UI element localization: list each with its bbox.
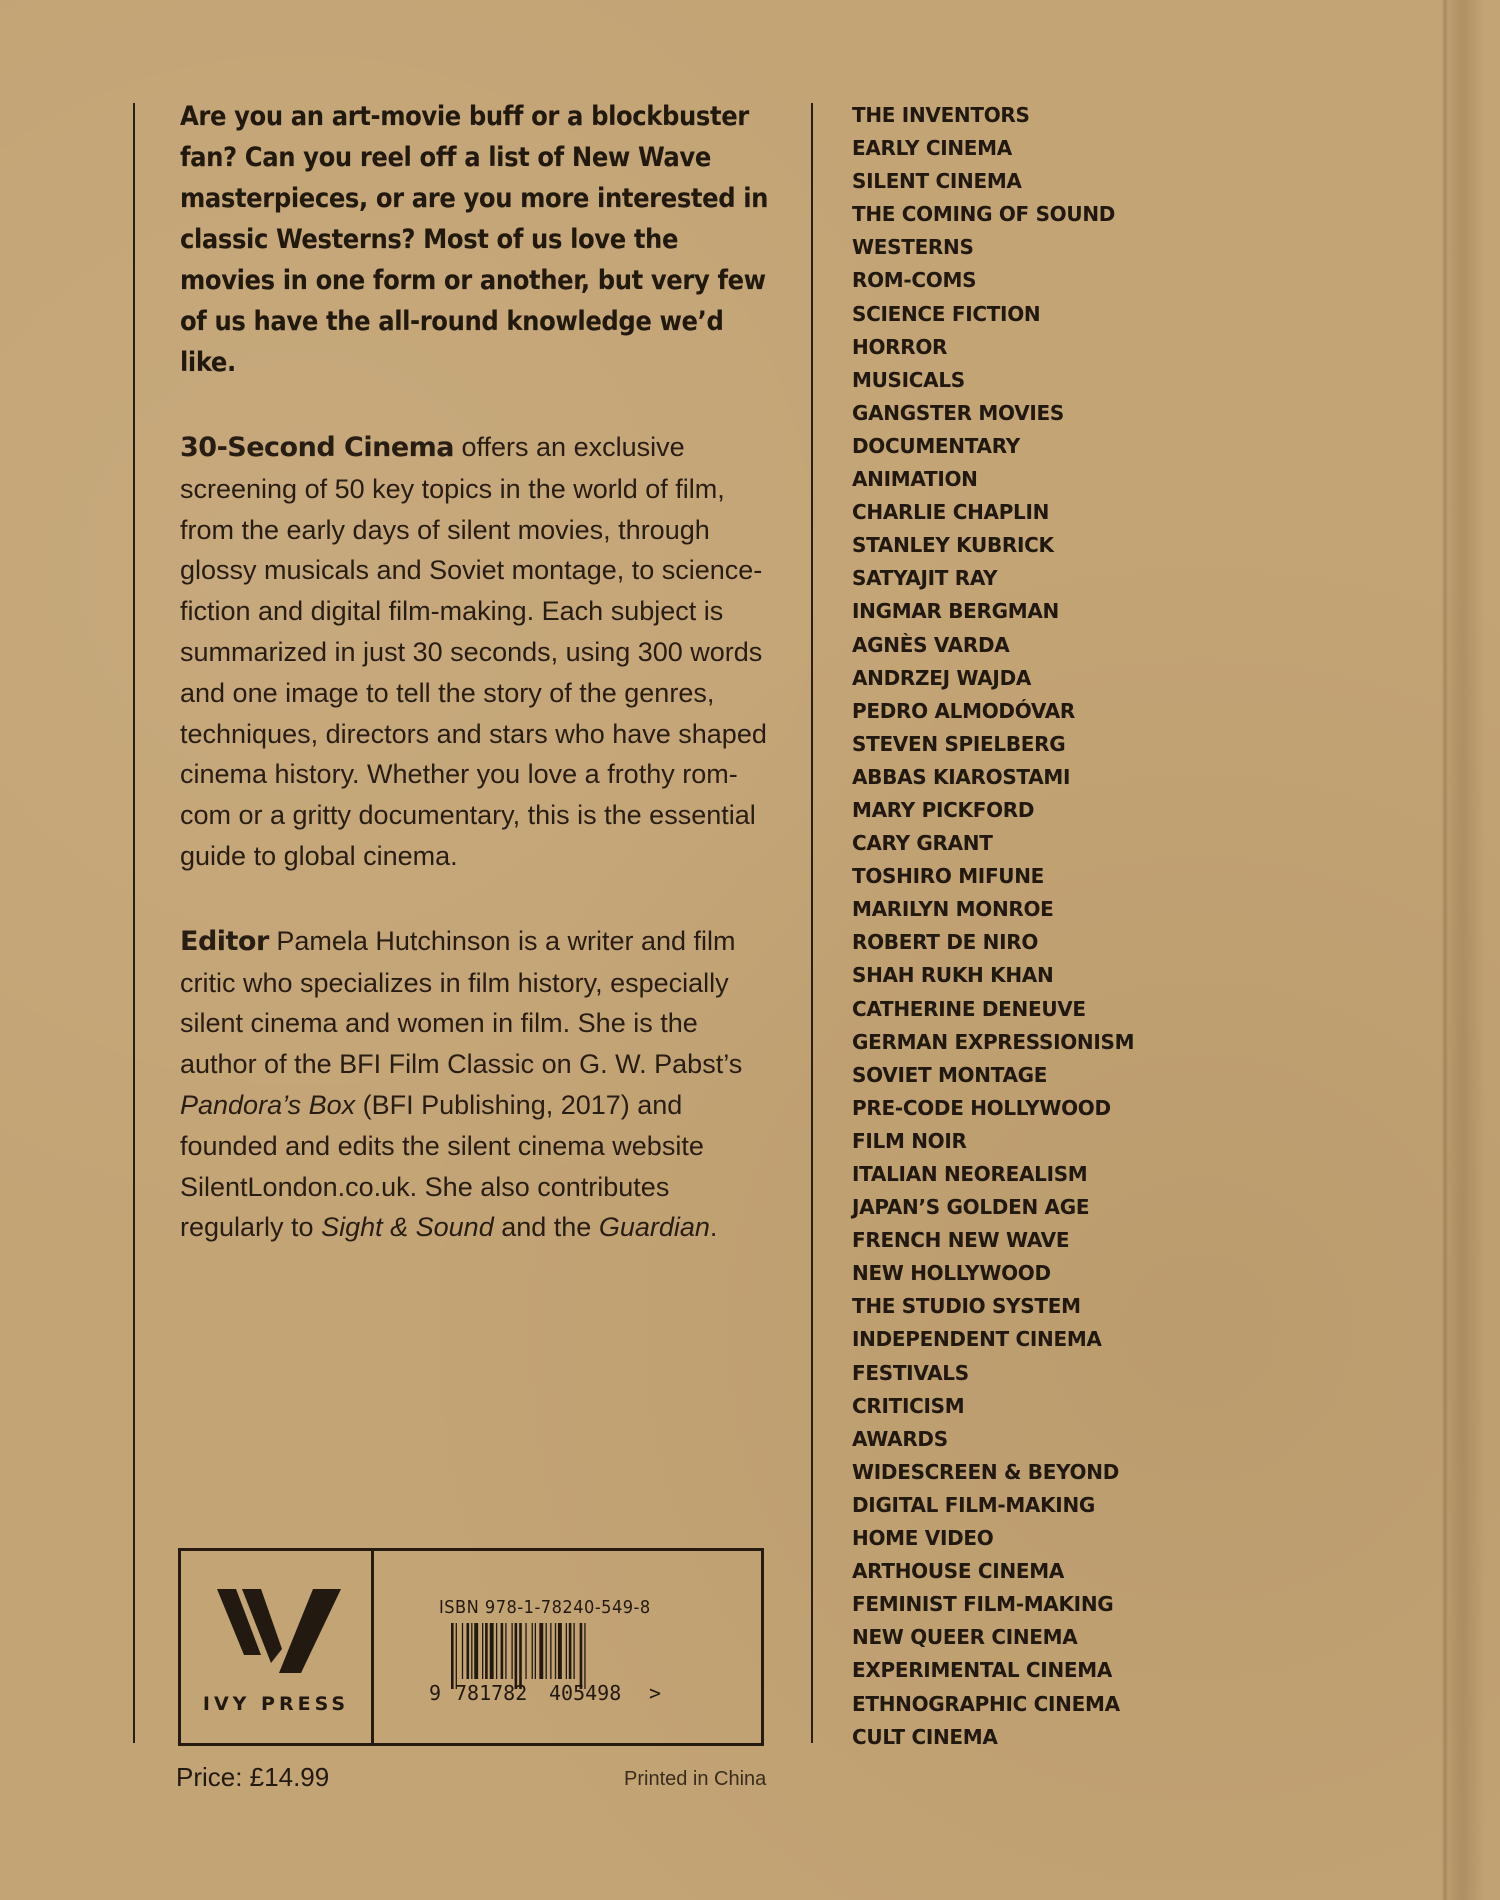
topic-item: NEW HOLLYWOOD bbox=[852, 1261, 1051, 1286]
topic-item: EARLY CINEMA bbox=[852, 136, 1012, 161]
topic-item: THE STUDIO SYSTEM bbox=[852, 1294, 1081, 1319]
topic-item: SCIENCE FICTION bbox=[852, 301, 1041, 326]
barcode-lead-digit: 9 bbox=[429, 1681, 442, 1703]
book-title: 30-Second Cinema bbox=[180, 432, 454, 463]
topic-item: CRITICISM bbox=[852, 1393, 965, 1418]
center-column-rule bbox=[811, 103, 813, 1743]
topic-item: INGMAR BERGMAN bbox=[852, 599, 1059, 624]
topic-item: FESTIVALS bbox=[852, 1360, 969, 1385]
topic-item: SOVIET MONTAGE bbox=[852, 1062, 1048, 1087]
topic-item: MARILYN MONROE bbox=[852, 897, 1054, 922]
cover-crease bbox=[1442, 0, 1448, 1900]
topic-item: THE COMING OF SOUND bbox=[852, 202, 1116, 227]
topic-item: JAPAN’S GOLDEN AGE bbox=[852, 1195, 1090, 1220]
topic-item: INDEPENDENT CINEMA bbox=[852, 1327, 1102, 1352]
editor-bio-part: . bbox=[709, 1212, 718, 1243]
topic-item: HOME VIDEO bbox=[852, 1526, 994, 1551]
topic-item: STANLEY KUBRICK bbox=[852, 533, 1054, 558]
topic-item: ANIMATION bbox=[852, 467, 978, 492]
topic-item: FRENCH NEW WAVE bbox=[852, 1228, 1070, 1253]
topic-item: CULT CINEMA bbox=[852, 1724, 998, 1749]
ivy-press-logo-icon bbox=[217, 1589, 341, 1673]
topic-item: NEW QUEER CINEMA bbox=[852, 1625, 1078, 1650]
barcode-bars bbox=[451, 1623, 586, 1689]
topic-item: CATHERINE DENEUVE bbox=[852, 996, 1086, 1021]
topic-item: MUSICALS bbox=[852, 367, 965, 392]
imprint-divider bbox=[371, 1551, 374, 1743]
isbn-number: ISBN 978-1-78240-549-8 bbox=[439, 1597, 651, 1618]
editor-outlet: Sight & Sound bbox=[321, 1212, 494, 1243]
editor-book-title: Pandora’s Box bbox=[180, 1089, 356, 1120]
topic-item: DOCUMENTARY bbox=[852, 433, 1020, 458]
topic-item: SATYAJIT RAY bbox=[852, 566, 998, 591]
topic-item: EXPERIMENTAL CINEMA bbox=[852, 1658, 1113, 1683]
topic-item: ARTHOUSE CINEMA bbox=[852, 1559, 1065, 1584]
topic-item: SHAH RUKH KHAN bbox=[852, 963, 1054, 988]
editor-bio-part: Pamela Hutchinson is a writer and film critic who specializes in film history, especially silent cinema and women in film. She is the author of the BFI Film Classic on G. W. Pabst’s bbox=[180, 925, 743, 1080]
editor-paragraph bbox=[180, 921, 780, 1248]
barcode-icon bbox=[429, 1623, 669, 1703]
topic-item: MARY PICKFORD bbox=[852, 797, 1035, 822]
intro-paragraph: Are you an art-movie buff or a blockbuster fan? Can you reel off a list of New Wave masterpieces, or are you more interested in classic Westerns? Most of us love the movies in one form or another, but very few of us have the all-round knowledge we’d like. bbox=[180, 101, 769, 378]
topic-item: ITALIAN NEOREALISM bbox=[852, 1162, 1088, 1186]
price-label: Price: £14.99 bbox=[176, 1762, 330, 1792]
topic-item: ROM-COMS bbox=[852, 268, 977, 293]
editor-outlet: Guardian bbox=[598, 1212, 710, 1243]
left-column-rule bbox=[133, 103, 135, 1743]
publisher-name: IVY PRESS bbox=[202, 1693, 350, 1715]
topic-item: WESTERNS bbox=[852, 235, 974, 260]
topic-item: ETHNOGRAPHIC CINEMA bbox=[852, 1691, 1120, 1716]
topic-item: CHARLIE CHAPLIN bbox=[852, 500, 1050, 525]
topic-item: CARY GRANT bbox=[852, 831, 993, 856]
topic-item: DIGITAL FILM-MAKING bbox=[852, 1492, 1096, 1517]
blurb-column bbox=[180, 96, 780, 1292]
editor-label: Editor bbox=[180, 925, 269, 957]
topic-item: GERMAN EXPRESSIONISM bbox=[852, 1029, 1135, 1054]
topic-item: GANGSTER MOVIES bbox=[852, 400, 1064, 425]
topic-item: HORROR bbox=[852, 334, 948, 359]
topic-item: AWARDS bbox=[852, 1426, 948, 1451]
topic-item: ANDRZEJ WAJDA bbox=[852, 665, 1032, 690]
topic-list bbox=[852, 99, 1152, 1754]
barcode-left-digits: 781782 bbox=[455, 1681, 528, 1703]
imprint-box bbox=[178, 1548, 764, 1746]
topic-item: SILENT CINEMA bbox=[852, 169, 1022, 194]
topic-item: PEDRO ALMODÓVAR bbox=[852, 698, 1075, 723]
barcode-quiet-mark: > bbox=[649, 1681, 662, 1703]
topic-item: AGNÈS VARDA bbox=[852, 632, 1010, 657]
topic-item: STEVEN SPIELBERG bbox=[852, 731, 1066, 756]
topic-item: FEMINIST FILM-MAKING bbox=[852, 1592, 1114, 1617]
topic-item: FILM NOIR bbox=[852, 1128, 967, 1153]
description-paragraph bbox=[180, 427, 780, 877]
topic-item: THE INVENTORS bbox=[852, 103, 1030, 127]
printed-in-label: Printed in China bbox=[624, 1768, 767, 1790]
barcode-right-digits: 405498 bbox=[549, 1681, 622, 1703]
topic-item: WIDESCREEN & BEYOND bbox=[852, 1459, 1119, 1484]
topic-item: PRE-CODE HOLLYWOOD bbox=[852, 1095, 1111, 1120]
description-text: offers an exclusive screening of 50 key topics in the world of film, from the early days of silent movies, through glossy musicals and Soviet montage, to science-fiction and digital film-making. Each subject is summarized in just 30 seconds, using 300 words and one image to tell the story of the genres, techniques, directors and stars who have shaped cinema history. Whether you love a frothy rom-com or a gritty documentary, this is the essential guide to global cinema. bbox=[180, 432, 767, 871]
topic-item: ROBERT DE NIRO bbox=[852, 930, 1039, 955]
topic-item: TOSHIRO MIFUNE bbox=[852, 864, 1045, 889]
editor-bio-part: (BFI Publishing, 2017) and founded and edits the silent cinema website SilentLondon.co.uk. She also contributes regularly to bbox=[180, 1089, 704, 1243]
topic-item: ABBAS KIAROSTAMI bbox=[852, 764, 1071, 789]
editor-bio-part: and the bbox=[493, 1212, 599, 1243]
